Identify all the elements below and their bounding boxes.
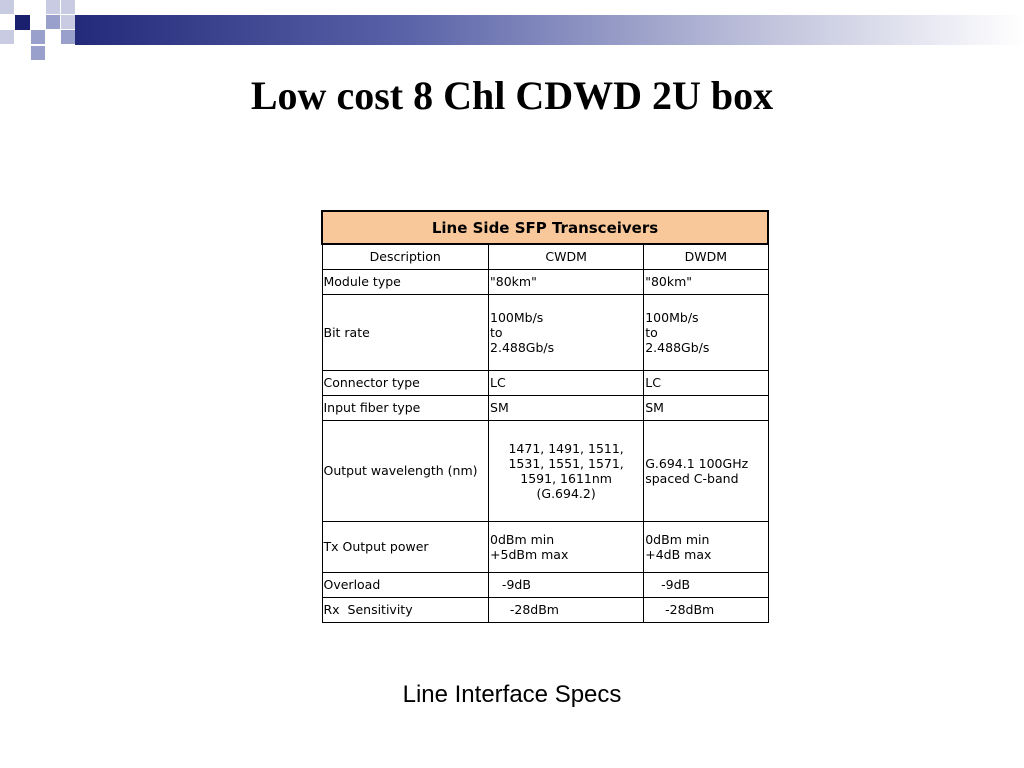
table-caption: Line Side SFP Transceivers: [322, 211, 768, 244]
cwdm-cell: SM: [489, 395, 644, 420]
table-row: [322, 269, 768, 294]
column-header-dwdm: DWDM: [644, 244, 768, 269]
cwdm-cell: LC: [489, 370, 644, 395]
table-caption-row: [322, 211, 768, 244]
table-row: [322, 572, 768, 597]
table-row: [322, 294, 768, 370]
cwdm-cell: 0dBm min +5dBm max: [489, 521, 644, 572]
dwdm-cell: "80km": [644, 269, 768, 294]
table-header-row: [322, 244, 768, 269]
header-gradient-bar: [75, 15, 1024, 45]
dwdm-cell: LC: [644, 370, 768, 395]
cwdm-cell: 1471, 1491, 1511, 1531, 1551, 1571, 1591, 1611nm (G.694.2): [489, 420, 644, 521]
row-label: Tx Output power: [322, 521, 489, 572]
table-row: [322, 370, 768, 395]
row-label: Module type: [322, 269, 489, 294]
slide-footer-caption: Line Interface Specs: [402, 681, 622, 708]
dwdm-cell: 0dBm min +4dB max: [644, 521, 768, 572]
row-label: Output wavelength (nm): [322, 420, 489, 521]
cwdm-cell: -9dB: [489, 572, 644, 597]
table-row: [322, 521, 768, 572]
dwdm-cell: G.694.1 100GHz spaced C-band: [644, 420, 768, 521]
specs-table: [321, 210, 769, 623]
row-label: Input fiber type: [322, 395, 489, 420]
column-header-cwdm: CWDM: [489, 244, 644, 269]
cwdm-cell: 100Mb/s to 2.488Gb/s: [489, 294, 644, 370]
slide-title: Low cost 8 Chl CDWD 2U box: [250, 73, 774, 118]
column-header-description: Description: [322, 244, 489, 269]
cwdm-cell: "80km": [489, 269, 644, 294]
dwdm-cell: -9dB: [644, 572, 768, 597]
cwdm-cell: -28dBm: [489, 597, 644, 622]
row-label: Connector type: [322, 370, 489, 395]
row-label: Rx Sensitivity: [322, 597, 489, 622]
row-label: Bit rate: [322, 294, 489, 370]
table-row: [322, 597, 768, 622]
header-decoration: [0, 0, 1024, 45]
dwdm-cell: -28dBm: [644, 597, 768, 622]
dwdm-cell: 100Mb/s to 2.488Gb/s: [644, 294, 768, 370]
row-label: Overload: [322, 572, 489, 597]
table-row: [322, 395, 768, 420]
table-row: [322, 420, 768, 521]
dwdm-cell: SM: [644, 395, 768, 420]
